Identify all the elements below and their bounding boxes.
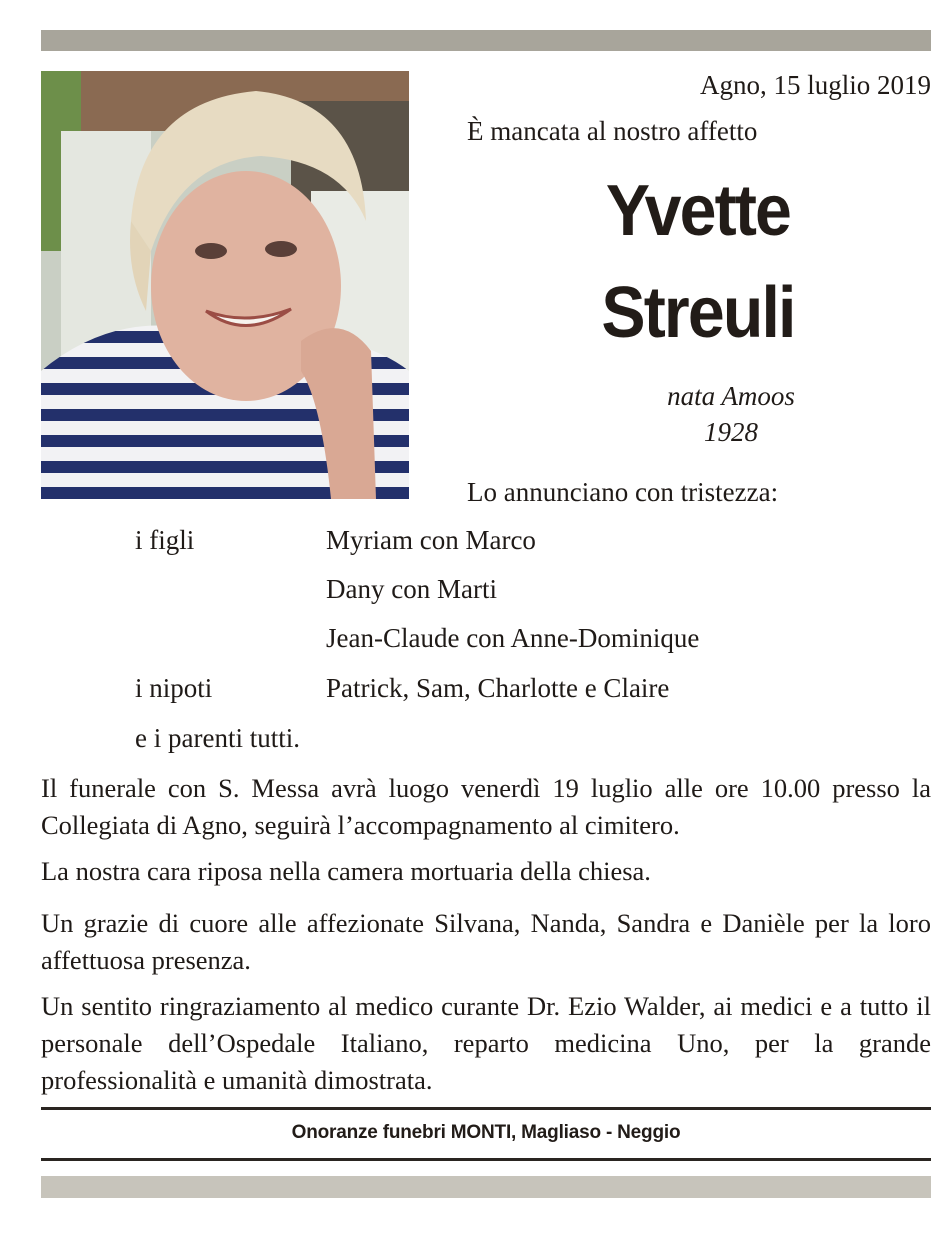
thanks-friends-paragraph: Un grazie di cuore alle affezionate Silvana, Nanda, Sandra e Danièle per la loro affettuosa presenza. (41, 908, 931, 975)
figli-item: Jean-Claude con Anne-Dominique (326, 623, 700, 653)
footer-rule-top (41, 1107, 931, 1110)
rests-paragraph: La nostra cara riposa nella camera mortuaria della chiesa. (41, 856, 651, 886)
announcement: Lo annunciano con tristezza: (467, 477, 779, 507)
footer-rule-bottom (41, 1158, 931, 1161)
nipoti-list: Patrick, Sam, Charlotte e Claire (326, 673, 670, 703)
birth-year: 1928 (704, 417, 758, 447)
thanks-medical-paragraph: Un sentito ringraziamento al medico curante Dr. Ezio Walder, ai medici e a tutto il personale dell’Ospedale Italiano, reparto medicina Uno, per la grande professionalità e umanità dimostrata. (41, 991, 931, 1095)
bottom-decorative-bar (41, 1176, 931, 1198)
funeral-home: Onoranze funebri MONTI, Magliaso - Neggio (291, 1122, 681, 1143)
first-name: Yvette (605, 171, 791, 251)
maiden-name: nata Amoos (667, 381, 795, 411)
figli-item: Myriam con Marco (326, 525, 536, 555)
portrait-photo (41, 71, 409, 499)
funeral-paragraph: Il funerale con S. Messa avrà luogo venerdì 19 luglio alle ore 10.00 presso la Collegiata di Agno, seguirà l’accompagnamento al cimitero. (41, 773, 931, 840)
nipoti-label: i nipoti (135, 673, 213, 703)
parenti-line: e i parenti tutti. (135, 723, 300, 753)
top-decorative-bar (41, 30, 931, 51)
date-line: Agno, 15 luglio 2019 (699, 70, 931, 100)
figli-item: Dany con Marti (326, 574, 497, 604)
intro-text: È mancata al nostro affetto (467, 116, 758, 146)
figli-label: i figli (135, 525, 195, 555)
last-name: Streuli (601, 273, 795, 353)
